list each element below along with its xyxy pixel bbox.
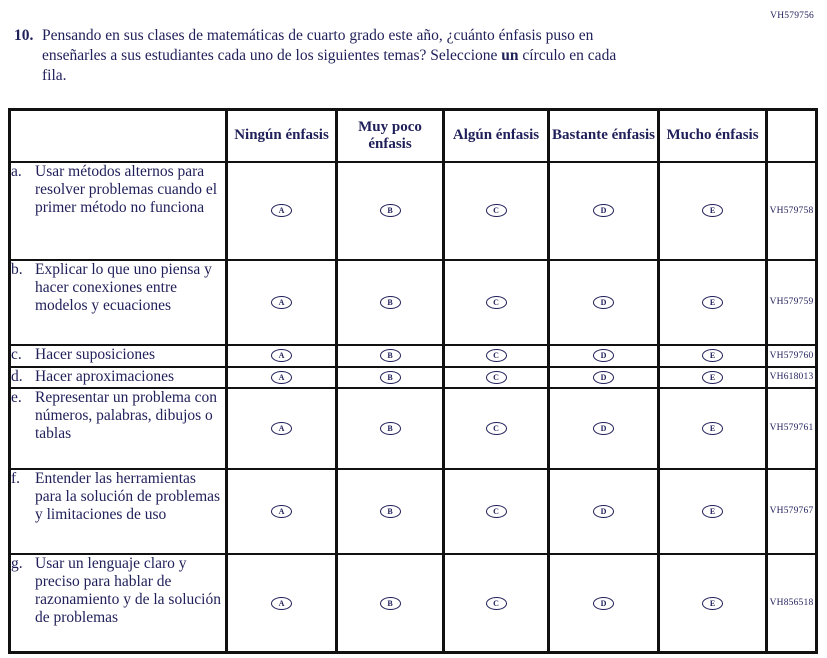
row-label: Hacer suposiciones <box>35 345 156 363</box>
header-code-cell <box>767 110 817 162</box>
option-cell <box>659 554 767 653</box>
option-cell <box>444 345 549 367</box>
question-text <box>42 26 630 85</box>
header-muy-poco-enfasis: Muy poco énfasis <box>337 110 444 162</box>
emphasis-matrix-table <box>8 108 818 654</box>
question-number: 10. <box>14 27 34 44</box>
row-letter: e. <box>11 388 22 406</box>
option-circle-e[interactable]: E <box>702 349 723 362</box>
row-label: Usar un lenguaje claro y preciso para hablar de razonamiento y de la solución de problemas <box>35 554 221 627</box>
table-row <box>10 162 817 260</box>
row-letter: f. <box>11 469 21 487</box>
option-circle-b[interactable]: B <box>380 597 401 610</box>
table-row <box>10 345 817 367</box>
option-circle-e[interactable]: E <box>702 296 723 309</box>
row-item-code: VH618013 <box>767 367 817 388</box>
header-algun-enfasis: Algún énfasis <box>444 110 549 162</box>
question-text-main: Pensando en sus clases de matemáticas de cuarto grado este año, ¿cuánto énfasis puso en enseñarles a sus estudiantes cada uno de los siguientes temas? Seleccione <box>42 27 594 64</box>
option-cell <box>659 162 767 260</box>
option-circle-e[interactable]: E <box>702 204 723 217</box>
row-label-cell <box>10 162 227 260</box>
option-circle-c[interactable]: C <box>486 422 507 435</box>
row-label-cell <box>10 388 227 469</box>
question-text-end: círculo en cada fila. <box>42 46 617 84</box>
row-letter: g. <box>11 554 23 572</box>
option-circle-c[interactable]: C <box>486 349 507 362</box>
table-row <box>10 260 817 345</box>
row-letter: a. <box>11 162 22 180</box>
option-circle-e[interactable]: E <box>702 422 723 435</box>
row-item-code: VH579760 <box>767 345 817 367</box>
option-circle-a[interactable]: A <box>271 371 292 384</box>
option-cell <box>444 367 549 388</box>
header-empty-cell <box>10 110 227 162</box>
row-label: Usar métodos alternos para resolver problemas cuando el primer método no funciona <box>35 162 218 217</box>
option-circle-c[interactable]: C <box>486 371 507 384</box>
table-row <box>10 469 817 554</box>
option-cell <box>549 469 659 554</box>
row-label: Representar un problema con números, palabras, dibujos o tablas <box>35 388 218 443</box>
option-circle-a[interactable]: A <box>271 505 292 518</box>
option-cell <box>659 367 767 388</box>
option-circle-b[interactable]: B <box>380 296 401 309</box>
table-row <box>10 388 817 469</box>
option-circle-b[interactable]: B <box>380 422 401 435</box>
option-cell <box>337 162 444 260</box>
option-circle-b[interactable]: B <box>380 349 401 362</box>
option-circle-d[interactable]: D <box>593 597 614 610</box>
option-cell <box>337 388 444 469</box>
option-circle-c[interactable]: C <box>486 296 507 309</box>
row-letter: d. <box>11 367 23 385</box>
row-item-code: VH579759 <box>767 260 817 345</box>
option-circle-d[interactable]: D <box>593 204 614 217</box>
question-text-bold: un <box>501 46 519 64</box>
option-cell <box>444 260 549 345</box>
option-cell <box>444 469 549 554</box>
option-cell <box>659 469 767 554</box>
row-item-code: VH856518 <box>767 554 817 653</box>
row-label: Hacer aproximaciones <box>35 367 175 385</box>
row-label-cell <box>10 260 227 345</box>
row-item-code: VH579761 <box>767 388 817 469</box>
row-item-code: VH579767 <box>767 469 817 554</box>
option-circle-e[interactable]: E <box>702 597 723 610</box>
option-circle-b[interactable]: B <box>380 505 401 518</box>
option-circle-c[interactable]: C <box>486 505 507 518</box>
option-cell <box>659 345 767 367</box>
row-label-cell <box>10 554 227 653</box>
option-cell <box>549 388 659 469</box>
option-circle-e[interactable]: E <box>702 371 723 384</box>
header-ningun-enfasis: Ningún énfasis <box>227 110 337 162</box>
header-mucho-enfasis: Mucho énfasis <box>659 110 767 162</box>
row-label-cell <box>10 345 227 367</box>
option-cell <box>659 260 767 345</box>
option-circle-c[interactable]: C <box>486 597 507 610</box>
option-cell <box>549 367 659 388</box>
option-cell <box>337 345 444 367</box>
row-label: Entender las herramientas para la solución de problemas y limitaciones de uso <box>35 469 221 524</box>
option-circle-d[interactable]: D <box>593 505 614 518</box>
header-row <box>10 110 817 162</box>
option-cell <box>337 367 444 388</box>
table-row <box>10 367 817 388</box>
option-cell <box>549 554 659 653</box>
option-cell <box>337 469 444 554</box>
option-cell <box>444 554 549 653</box>
option-cell <box>227 367 337 388</box>
option-circle-c[interactable]: C <box>486 204 507 217</box>
option-cell <box>549 162 659 260</box>
row-label: Explicar lo que uno piensa y hacer conexiones entre modelos y ecuaciones <box>35 260 212 315</box>
item-code: VH579756 <box>770 11 814 21</box>
row-label-cell <box>10 469 227 554</box>
option-circle-a[interactable]: A <box>271 422 292 435</box>
option-circle-b[interactable]: B <box>380 371 401 384</box>
option-circle-a[interactable]: A <box>271 597 292 610</box>
option-cell <box>227 554 337 653</box>
option-cell <box>337 260 444 345</box>
question-block <box>14 26 630 85</box>
option-circle-a[interactable]: A <box>271 296 292 309</box>
option-circle-d[interactable]: D <box>593 422 614 435</box>
option-circle-b[interactable]: B <box>380 204 401 217</box>
option-circle-a[interactable]: A <box>271 204 292 217</box>
option-circle-d[interactable]: D <box>593 371 614 384</box>
row-label-cell <box>10 367 227 388</box>
table-row <box>10 554 817 653</box>
option-cell <box>227 162 337 260</box>
option-cell <box>549 345 659 367</box>
row-letter: c. <box>11 345 22 363</box>
option-circle-d[interactable]: D <box>593 296 614 309</box>
option-cell <box>549 260 659 345</box>
option-cell <box>227 345 337 367</box>
option-cell <box>444 162 549 260</box>
option-circle-e[interactable]: E <box>702 505 723 518</box>
option-cell <box>444 388 549 469</box>
option-cell <box>227 469 337 554</box>
option-cell <box>337 554 444 653</box>
row-letter: b. <box>11 260 23 278</box>
option-cell <box>659 388 767 469</box>
option-cell <box>227 260 337 345</box>
option-circle-a[interactable]: A <box>271 349 292 362</box>
option-cell <box>227 388 337 469</box>
row-item-code: VH579758 <box>767 162 817 260</box>
header-bastante-enfasis: Bastante énfasis <box>549 110 659 162</box>
option-circle-d[interactable]: D <box>593 349 614 362</box>
